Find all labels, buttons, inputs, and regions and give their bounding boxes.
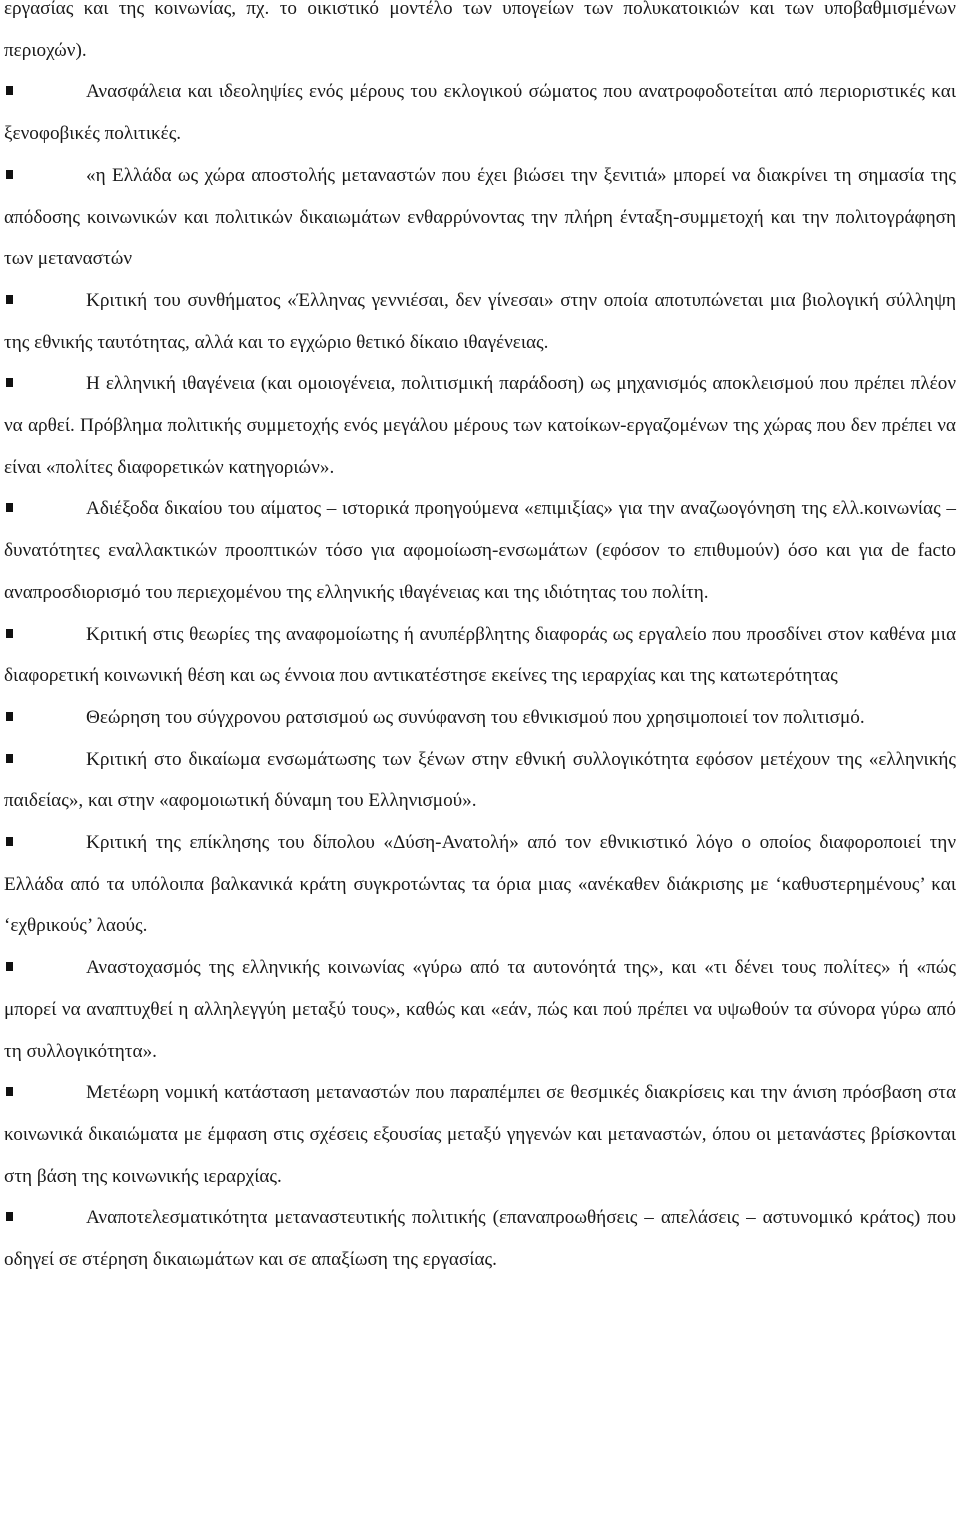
square-bullet-icon xyxy=(6,503,13,512)
square-bullet-icon xyxy=(6,754,13,763)
square-bullet-icon xyxy=(6,712,13,721)
bullet-item xyxy=(4,280,956,363)
square-bullet-icon xyxy=(6,837,13,846)
paragraph-text: εργασίας και της κοινωνίας, πχ. το οικιστικό μοντέλο των υπογείων των πολυκατοικιών και των υποβαθμισμένων περιοχών). xyxy=(4,0,956,61)
square-bullet-icon xyxy=(6,1212,13,1221)
bullet-item xyxy=(4,1072,956,1197)
bullet-text: Κριτική στις θεωρίες της αναφομοίωτης ή ανυπέρβλητης διαφοράς ως εργαλείο που προσδίνει στον καθένα μια διαφορετική κοινωνική θέση και ως έννοια που αντικατέστησε εκείνες της ιεραρχίας και της κατωτερότητας xyxy=(4,623,956,687)
bullet-text: Κριτική στο δικαίωμα ενσωμάτωσης των ξένων στην εθνική συλλογικότητα εφόσον μετέχουν της «ελληνικής παιδείας», και στην «αφομοιωτική δύναμη του Ελληνισμού». xyxy=(4,748,956,812)
square-bullet-icon xyxy=(6,378,13,387)
bullet-text: «η Ελλάδα ως χώρα αποστολής μεταναστών που έχει βιώσει την ξενιτιά» μπορεί να διακρίνει τη σημασία της απόδοσης κοινωνικών και πολιτικών δικαιωμάτων ενθαρρύνοντας την πλήρη ένταξη-συμμετοχή και την πολιτογράφηση των μεταναστών xyxy=(4,164,956,270)
square-bullet-icon xyxy=(6,295,13,304)
bullet-item xyxy=(4,614,956,697)
bullet-text: Κριτική της επίκλησης του δίπολου «Δύση-Ανατολή» από τον εθνικιστικό λόγο ο οποίος διαφοροποιεί την Ελλάδα από τα υπόλοιπα βαλκανικά κράτη συγκροτώντας τα όρια μιας «ανέκαθεν διάκρισης με ‘καθυστερημένους’ και ‘εχθρικούς’ λαούς. xyxy=(4,832,956,937)
bullet-text: Θεώρηση του σύγχρονου ρατσισμού ως συνύφανση του εθνικισμού που χρησιμοποιεί τον πολιτισμό. xyxy=(86,706,865,728)
square-bullet-icon xyxy=(6,962,13,971)
bullet-text: Κριτική του συνθήματος «Έλληνας γεννιέσαι, δεν γίνεσαι» στην οποία αποτυπώνεται μια βιολογική σύλληψη της εθνικής ταυτότητας, αλλά και το εγχώριο θετικό δίκαιο ιθαγένειας. xyxy=(4,289,956,353)
bullet-item xyxy=(4,822,956,947)
paragraph-continuation xyxy=(4,0,956,71)
bullet-text: Αδιέξοδα δικαίου του αίματος – ιστορικά προηγούμενα «επιμιξίας» για την αναζωογόνηση της ελλ.κοινωνίας – δυνατότητες εναλλακτικών προοπτικών τόσο για αφομοίωση-ενσωμάτων (εφόσον το επιθυμούν) όσο και για de facto αναπροσδιορισμό του περιεχομένου της ελληνικής ιθαγένειας και της ιδιότητας του πολίτη. xyxy=(4,498,956,603)
square-bullet-icon xyxy=(6,629,13,638)
bullet-item xyxy=(4,363,956,488)
bullet-item xyxy=(4,697,956,739)
bullet-text: Αναστοχασμός της ελληνικής κοινωνίας «γύρω από τα αυτονόητά της», και «τι δένει τους πολίτες» ή «πώς μπορεί να αναπτυχθεί η αλληλεγγύη μεταξύ τους», καθώς και «εάν, πώς και πού πρέπει να υψωθούν τα σύνορα γύρω από τη συλλογικότητα». xyxy=(4,957,956,1062)
bullet-text: Η ελληνική ιθαγένεια (και ομοιογένεια, πολιτισμική παράδοση) ως μηχανισμός αποκλεισμού που πρέπει πλέον να αρθεί. Πρόβλημα πολιτικής συμμετοχής ενός μεγάλου μέρους των κατοίκων-εργαζομένων της χώρας που δεν πρέπει να είναι «πολίτες διαφορετικών κατηγοριών». xyxy=(4,373,956,478)
bullet-text: Μετέωρη νομική κατάσταση μεταναστών που παραπέμπει σε θεσμικές διακρίσεις και την άνιση πρόσβαση στα κοινωνικά δικαιώματα με έμφαση στις σχέσεις εξουσίας μεταξύ γηγενών και μεταναστών, όπου οι μετανάστες βρίσκονται στη βάση της κοινωνικής ιεραρχίας. xyxy=(4,1082,956,1187)
square-bullet-icon xyxy=(6,170,13,179)
bullet-item xyxy=(4,71,956,154)
bullet-item xyxy=(4,488,956,613)
bullet-item xyxy=(4,1197,956,1280)
bullet-text: Ανασφάλεια και ιδεοληψίες ενός μέρους του εκλογικού σώματος που ανατροφοδοτείται από περιοριστικές και ξενοφοβικές πολιτικές. xyxy=(4,81,956,145)
bullet-item xyxy=(4,947,956,1072)
square-bullet-icon xyxy=(6,86,13,95)
bullet-item xyxy=(4,155,956,280)
square-bullet-icon xyxy=(6,1087,13,1096)
bullet-text: Αναποτελεσματικότητα μεταναστευτικής πολιτικής (επαναπροωθήσεις – απελάσεις – αστυνομικό κράτος) που οδηγεί σε στέρηση δικαιωμάτων και σε απαξίωση της εργασίας. xyxy=(4,1207,956,1271)
bullet-item xyxy=(4,739,956,822)
document-page xyxy=(4,0,956,1281)
